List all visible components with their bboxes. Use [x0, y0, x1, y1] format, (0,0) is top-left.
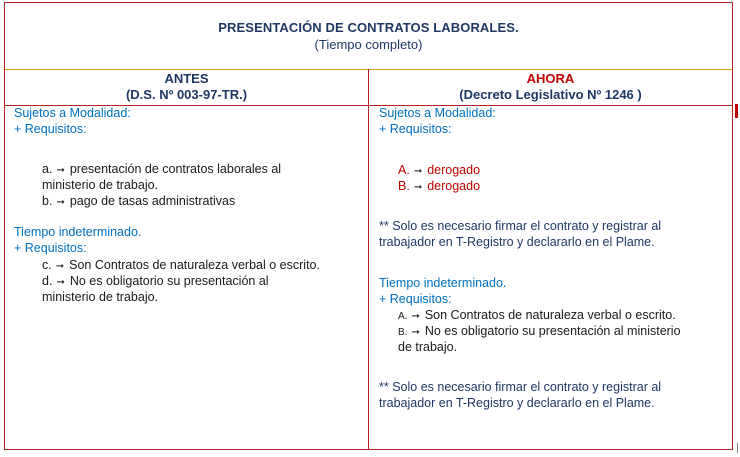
- left-item-b-letter: b.: [42, 194, 53, 208]
- right-item-b2-letter: B.: [398, 327, 408, 338]
- right-note-2-line2: trabajador en T-Registro y declararlo en el Plame.: [379, 396, 655, 410]
- right-item-a-text: derogado: [427, 163, 481, 177]
- header-ahora: [369, 69, 732, 105]
- right-item-a2-text: Son Contratos de naturaleza verbal o escrito.: [424, 308, 676, 322]
- left-item-a-text: presentación de contratos laborales al: [69, 162, 282, 176]
- left-item-b: [42, 193, 235, 211]
- edge-marker: [735, 104, 738, 118]
- left-item-d-cont: ministerio de trabajo.: [42, 290, 159, 304]
- left-tiempo-heading: Tiempo indeterminado.: [14, 225, 142, 239]
- right-item-b: [398, 178, 480, 196]
- right-sujetos-heading: Sujetos a Modalidad:: [379, 106, 496, 120]
- right-note-1-line2: trabajador en T-Registro y declararlo en el Plame.: [379, 235, 655, 249]
- right-tiempo-heading: Tiempo indeterminado.: [379, 276, 507, 290]
- right-item-a-letter: A.: [398, 163, 410, 177]
- left-item-a-cont: ministerio de trabajo.: [42, 178, 159, 192]
- right-item-b-text: derogado: [427, 179, 481, 193]
- arrow-icon: ➞: [411, 327, 420, 338]
- title-row: [5, 3, 732, 70]
- left-requisitos2-label: + Requisitos:: [14, 241, 87, 255]
- arrow-icon: ➞: [56, 197, 65, 208]
- page-subtitle: (Tiempo completo): [314, 37, 423, 52]
- header-ahora-decree: (Decreto Legislativo Nº 1246 ): [459, 87, 642, 102]
- column-divider: [368, 69, 369, 449]
- arrow-icon: ➞: [411, 311, 420, 322]
- header-ahora-label: AHORA: [526, 71, 575, 86]
- left-requisitos-label: + Requisitos:: [14, 122, 87, 136]
- right-item-b2-cont: de trabajo.: [398, 340, 458, 354]
- arrow-icon: ➞: [413, 166, 423, 177]
- page-title: PRESENTACIÓN DE CONTRATOS LABORALES.: [218, 20, 519, 35]
- right-note-2-line1: ** Solo es necesario firmar el contrato y registrar al: [379, 380, 662, 394]
- right-item-a2-letter: A.: [398, 311, 408, 322]
- header-antes-decree: (D.S. Nº 003-97-TR.): [125, 87, 248, 102]
- right-item-b2-text: No es obligatorio su presentación al ministerio: [424, 324, 681, 338]
- right-note-1-line1: ** Solo es necesario firmar el contrato y registrar al: [379, 219, 662, 233]
- left-item-d-letter: d.: [42, 274, 53, 288]
- left-sujetos-heading: Sujetos a Modalidad:: [14, 106, 131, 120]
- edge-tick: [737, 443, 738, 453]
- arrow-icon: ➞: [413, 182, 423, 193]
- arrow-icon: ➞: [56, 165, 65, 176]
- header-antes-label: ANTES: [164, 71, 209, 86]
- arrow-icon: ➞: [56, 277, 65, 288]
- left-item-a-letter: a.: [42, 162, 53, 176]
- left-item-d-text: No es obligatorio su presentación al: [69, 274, 269, 288]
- right-item-b-letter: B.: [398, 179, 410, 193]
- header-antes: [5, 69, 368, 105]
- comparison-table: [4, 2, 733, 450]
- arrow-icon: ➞: [55, 261, 65, 272]
- right-requisitos2-label: + Requisitos:: [379, 292, 452, 306]
- left-item-c-letter: c.: [42, 258, 52, 272]
- left-item-c-text: Son Contratos de naturaleza verbal o escrito.: [69, 258, 320, 272]
- left-item-b-text: pago de tasas administrativas: [69, 194, 236, 208]
- right-requisitos-label: + Requisitos:: [379, 122, 452, 136]
